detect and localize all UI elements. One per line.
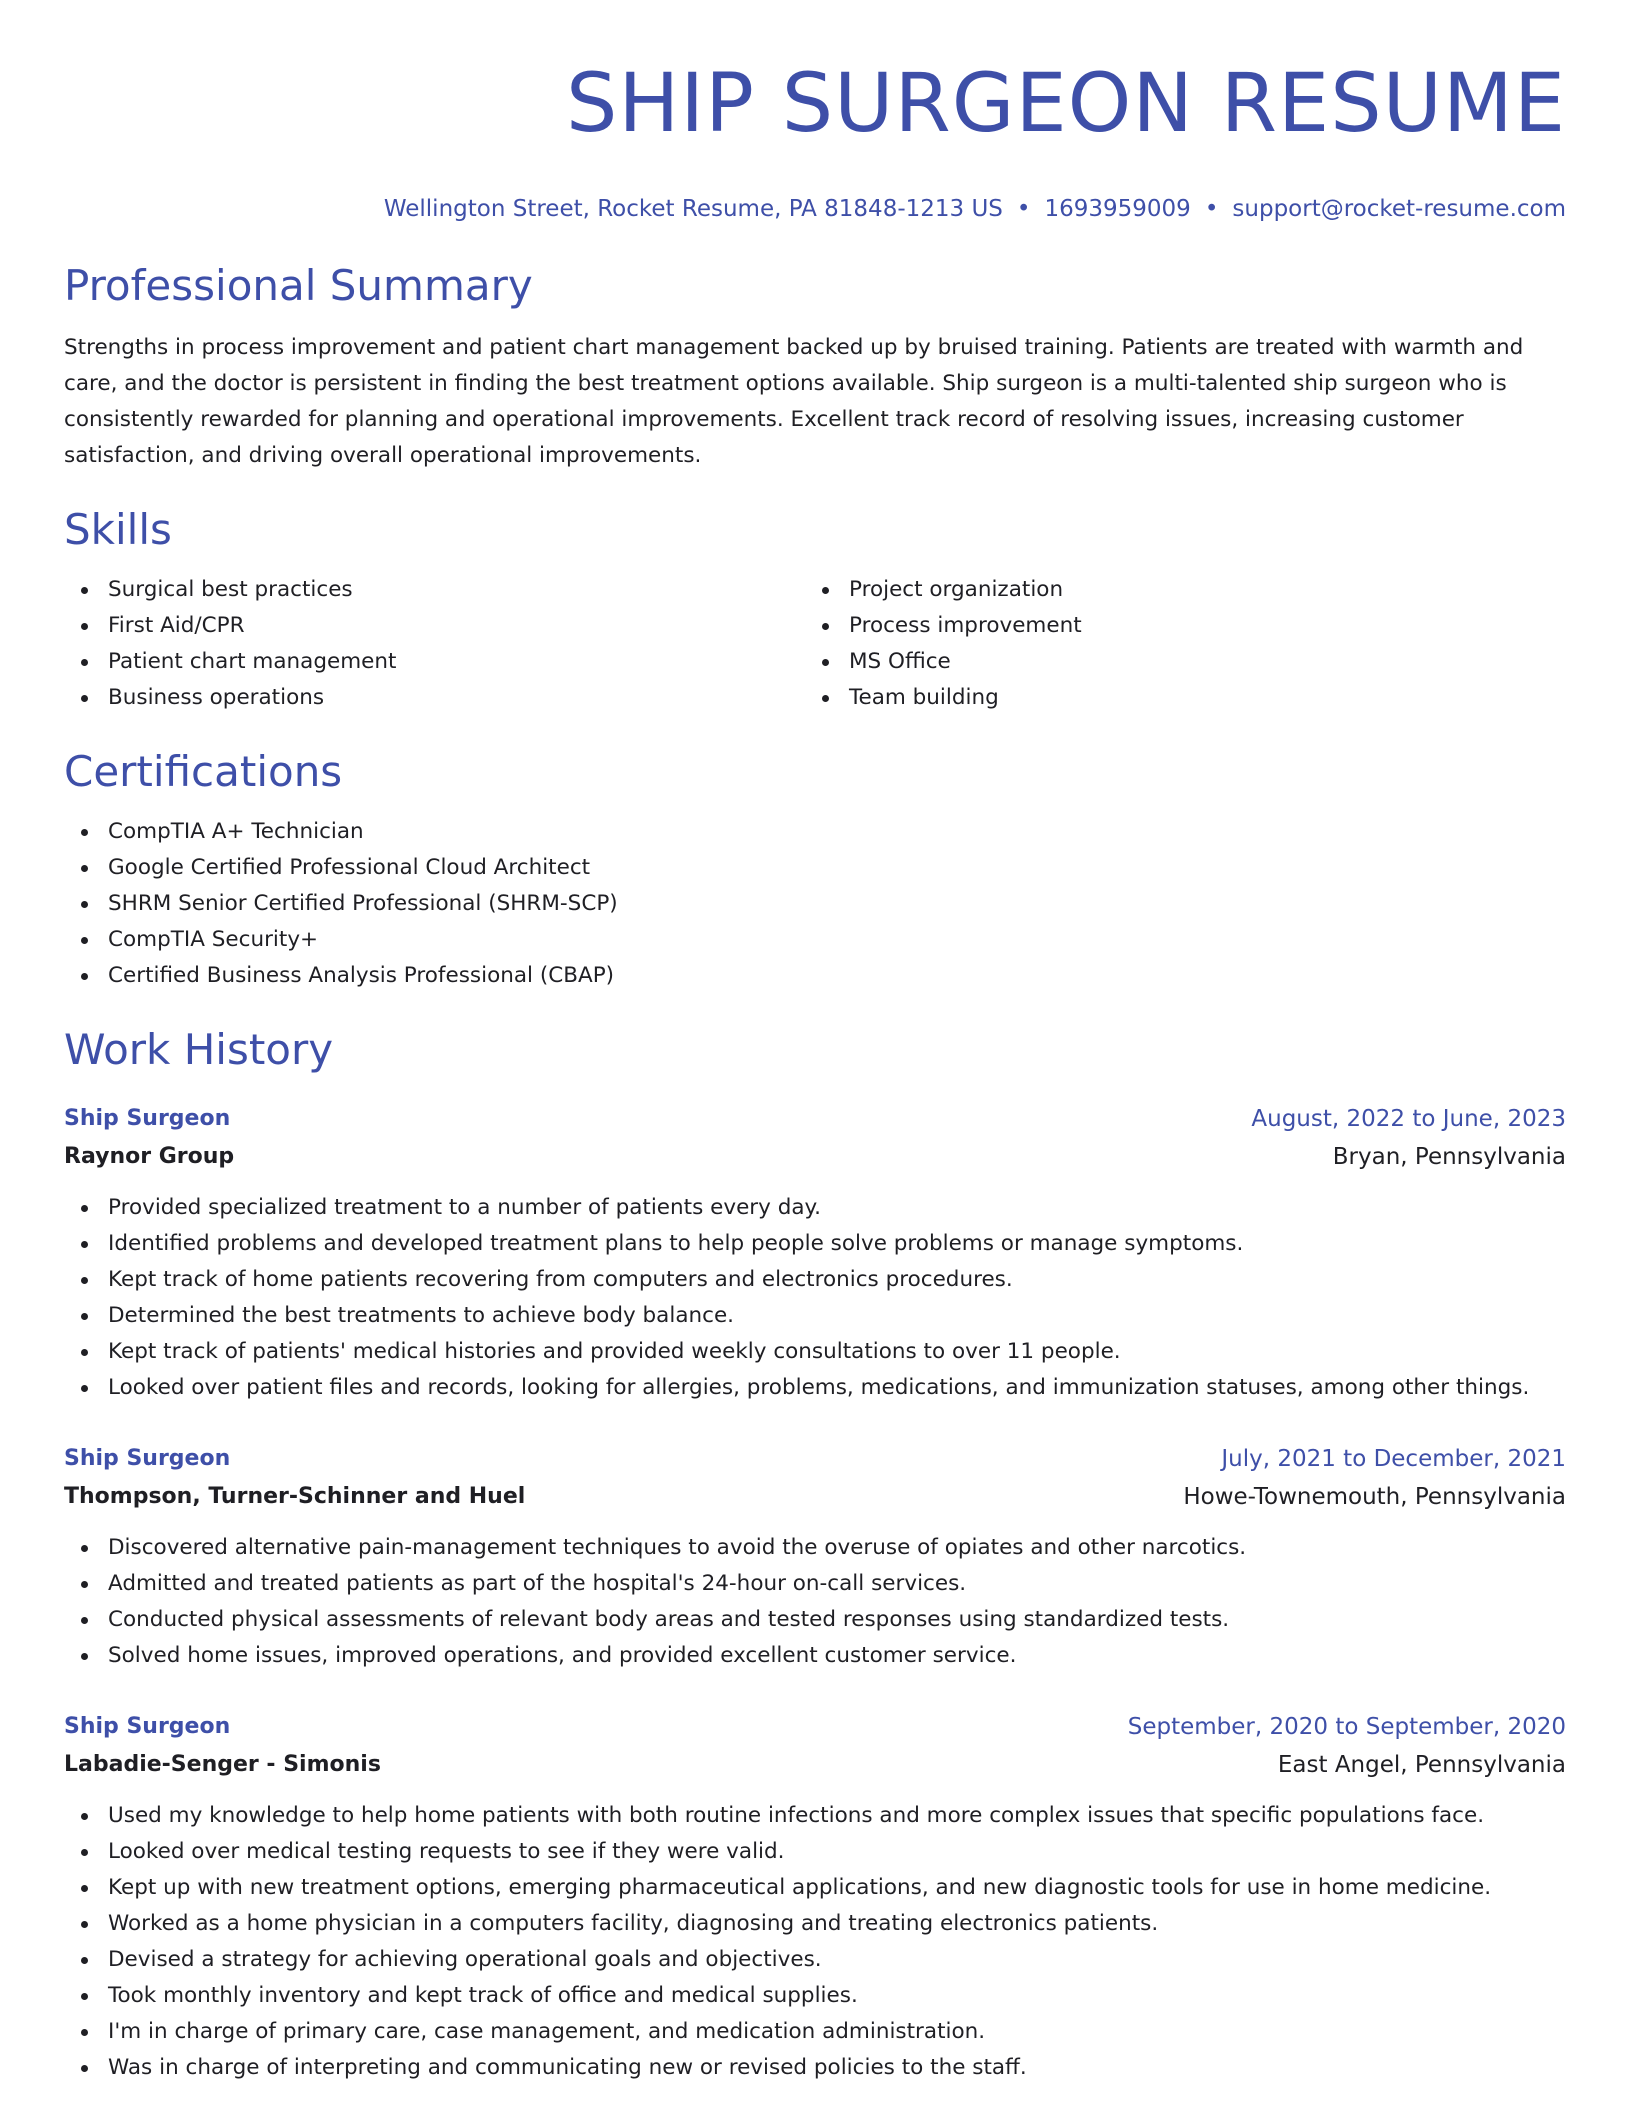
job-role: Ship Surgeon	[64, 1714, 231, 1739]
job-location: Bryan, Pennsylvania	[1332, 1144, 1566, 1170]
job-bullet: Provided specialized treatment to a number of patients every day.	[108, 1190, 1566, 1226]
job-subheader	[64, 1138, 1566, 1176]
job-bullet: Used my knowledge to help home patients with both routine infections and more complex issues that specific populations face.	[108, 1798, 1566, 1834]
job-bullet: I'm in charge of primary care, case management, and medication administration.	[108, 2014, 1566, 2050]
job-company: Raynor Group	[64, 1144, 235, 1169]
job-bullets	[64, 1530, 1566, 1674]
job-entry	[64, 1440, 1566, 1674]
address: Wellington Street, Rocket Resume, PA 81848-1213 US	[383, 196, 1003, 222]
job-bullet: Looked over patient files and records, looking for allergies, problems, medications, and immunization statuses, among other things.	[108, 1370, 1566, 1406]
job-bullet: Was in charge of interpreting and communicating new or revised policies to the staff.	[108, 2050, 1566, 2086]
job-bullet: Kept track of patients' medical histories and provided weekly consultations to over 11 people.	[108, 1334, 1566, 1370]
job-bullet: Admitted and treated patients as part of the hospital's 24-hour on-call services.	[108, 1566, 1566, 1602]
certification-item: Certified Business Analysis Professional (CBAP)	[108, 958, 1566, 994]
job-role: Ship Surgeon	[64, 1446, 231, 1471]
skill-item: Team building	[849, 680, 1546, 716]
skills-heading: Skills	[64, 505, 172, 554]
contact-separator: •	[1016, 196, 1031, 222]
job-header	[64, 1440, 1566, 1478]
job-header	[64, 1708, 1566, 1746]
job-bullet: Determined the best treatments to achieve body balance.	[108, 1298, 1566, 1334]
skills-list	[64, 572, 1566, 716]
job-company: Thompson, Turner-Schinner and Huel	[64, 1484, 526, 1509]
skills-column-left	[64, 572, 805, 716]
job-dates: September, 2020 to September, 2020	[1127, 1714, 1566, 1740]
certifications-list	[64, 814, 1566, 994]
job-bullet: Devised a strategy for achieving operational goals and objectives.	[108, 1942, 1566, 1978]
job-subheader	[64, 1478, 1566, 1516]
job-bullets	[64, 1190, 1566, 1406]
skill-item: Surgical best practices	[108, 572, 805, 608]
certification-item: CompTIA Security+	[108, 922, 1566, 958]
summary-text: Strengths in process improvement and patient chart management backed up by bruised training. Patients are treated with warmth and care, and the doctor is persistent in finding the best treatment options available. Ship surgeon is a multi-talented ship surgeon who is consistently rewarded for planning and operational improvements. Excellent track record of resolving issues, increasing customer satisfaction, and driving overall operational improvements.	[64, 335, 1524, 468]
skill-item: Project organization	[849, 572, 1546, 608]
job-bullet: Conducted physical assessments of relevant body areas and tested responses using standardized tests.	[108, 1602, 1566, 1638]
job-bullet: Worked as a home physician in a computers facility, diagnosing and treating electronics patients.	[108, 1906, 1566, 1942]
job-dates: August, 2022 to June, 2023	[1251, 1106, 1566, 1132]
job-bullet: Solved home issues, improved operations, and provided excellent customer service.	[108, 1638, 1566, 1674]
job-bullet: Identified problems and developed treatment plans to help people solve problems or manage symptoms.	[108, 1226, 1566, 1262]
work-history-heading: Work History	[64, 1025, 334, 1074]
job-bullets	[64, 1798, 1566, 2086]
job-entry	[64, 1708, 1566, 2086]
summary-heading: Professional Summary	[64, 261, 533, 310]
skill-item: MS Office	[849, 644, 1546, 680]
skill-item: Patient chart management	[108, 644, 805, 680]
job-company: Labadie-Senger - Simonis	[64, 1752, 381, 1777]
job-location: East Angel, Pennsylvania	[1277, 1752, 1566, 1778]
certification-item: SHRM Senior Certified Professional (SHRM-SCP)	[108, 886, 1566, 922]
job-bullet: Kept track of home patients recovering from computers and electronics procedures.	[108, 1262, 1566, 1298]
job-role: Ship Surgeon	[64, 1106, 231, 1131]
job-bullet: Took monthly inventory and kept track of office and medical supplies.	[108, 1978, 1566, 2014]
skill-item: Business operations	[108, 680, 805, 716]
certifications-heading: Certifications	[64, 747, 343, 796]
job-subheader	[64, 1746, 1566, 1784]
job-bullet: Kept up with new treatment options, emerging pharmaceutical applications, and new diagnostic tools for use in home medicine.	[108, 1870, 1566, 1906]
job-location: Howe-Townemouth, Pennsylvania	[1183, 1484, 1566, 1510]
certification-item: CompTIA A+ Technician	[108, 814, 1566, 850]
resume-page	[64, 44, 1566, 2086]
certification-item: Google Certified Professional Cloud Architect	[108, 850, 1566, 886]
job-header	[64, 1100, 1566, 1138]
job-dates: July, 2021 to December, 2021	[1221, 1446, 1566, 1472]
contact-line	[64, 192, 1566, 226]
skill-item: Process improvement	[849, 608, 1546, 644]
phone: 1693959009	[1044, 196, 1191, 222]
resume-title: SHIP SURGEON RESUME	[565, 57, 1566, 151]
job-bullet: Looked over medical testing requests to see if they were valid.	[108, 1834, 1566, 1870]
email-link[interactable]: support@rocket-resume.com	[1232, 196, 1566, 222]
contact-separator: •	[1204, 196, 1219, 222]
job-entry	[64, 1100, 1566, 1406]
skill-item: First Aid/CPR	[108, 608, 805, 644]
skills-column-right	[805, 572, 1546, 716]
job-bullet: Discovered alternative pain-management techniques to avoid the overuse of opiates and other narcotics.	[108, 1530, 1566, 1566]
